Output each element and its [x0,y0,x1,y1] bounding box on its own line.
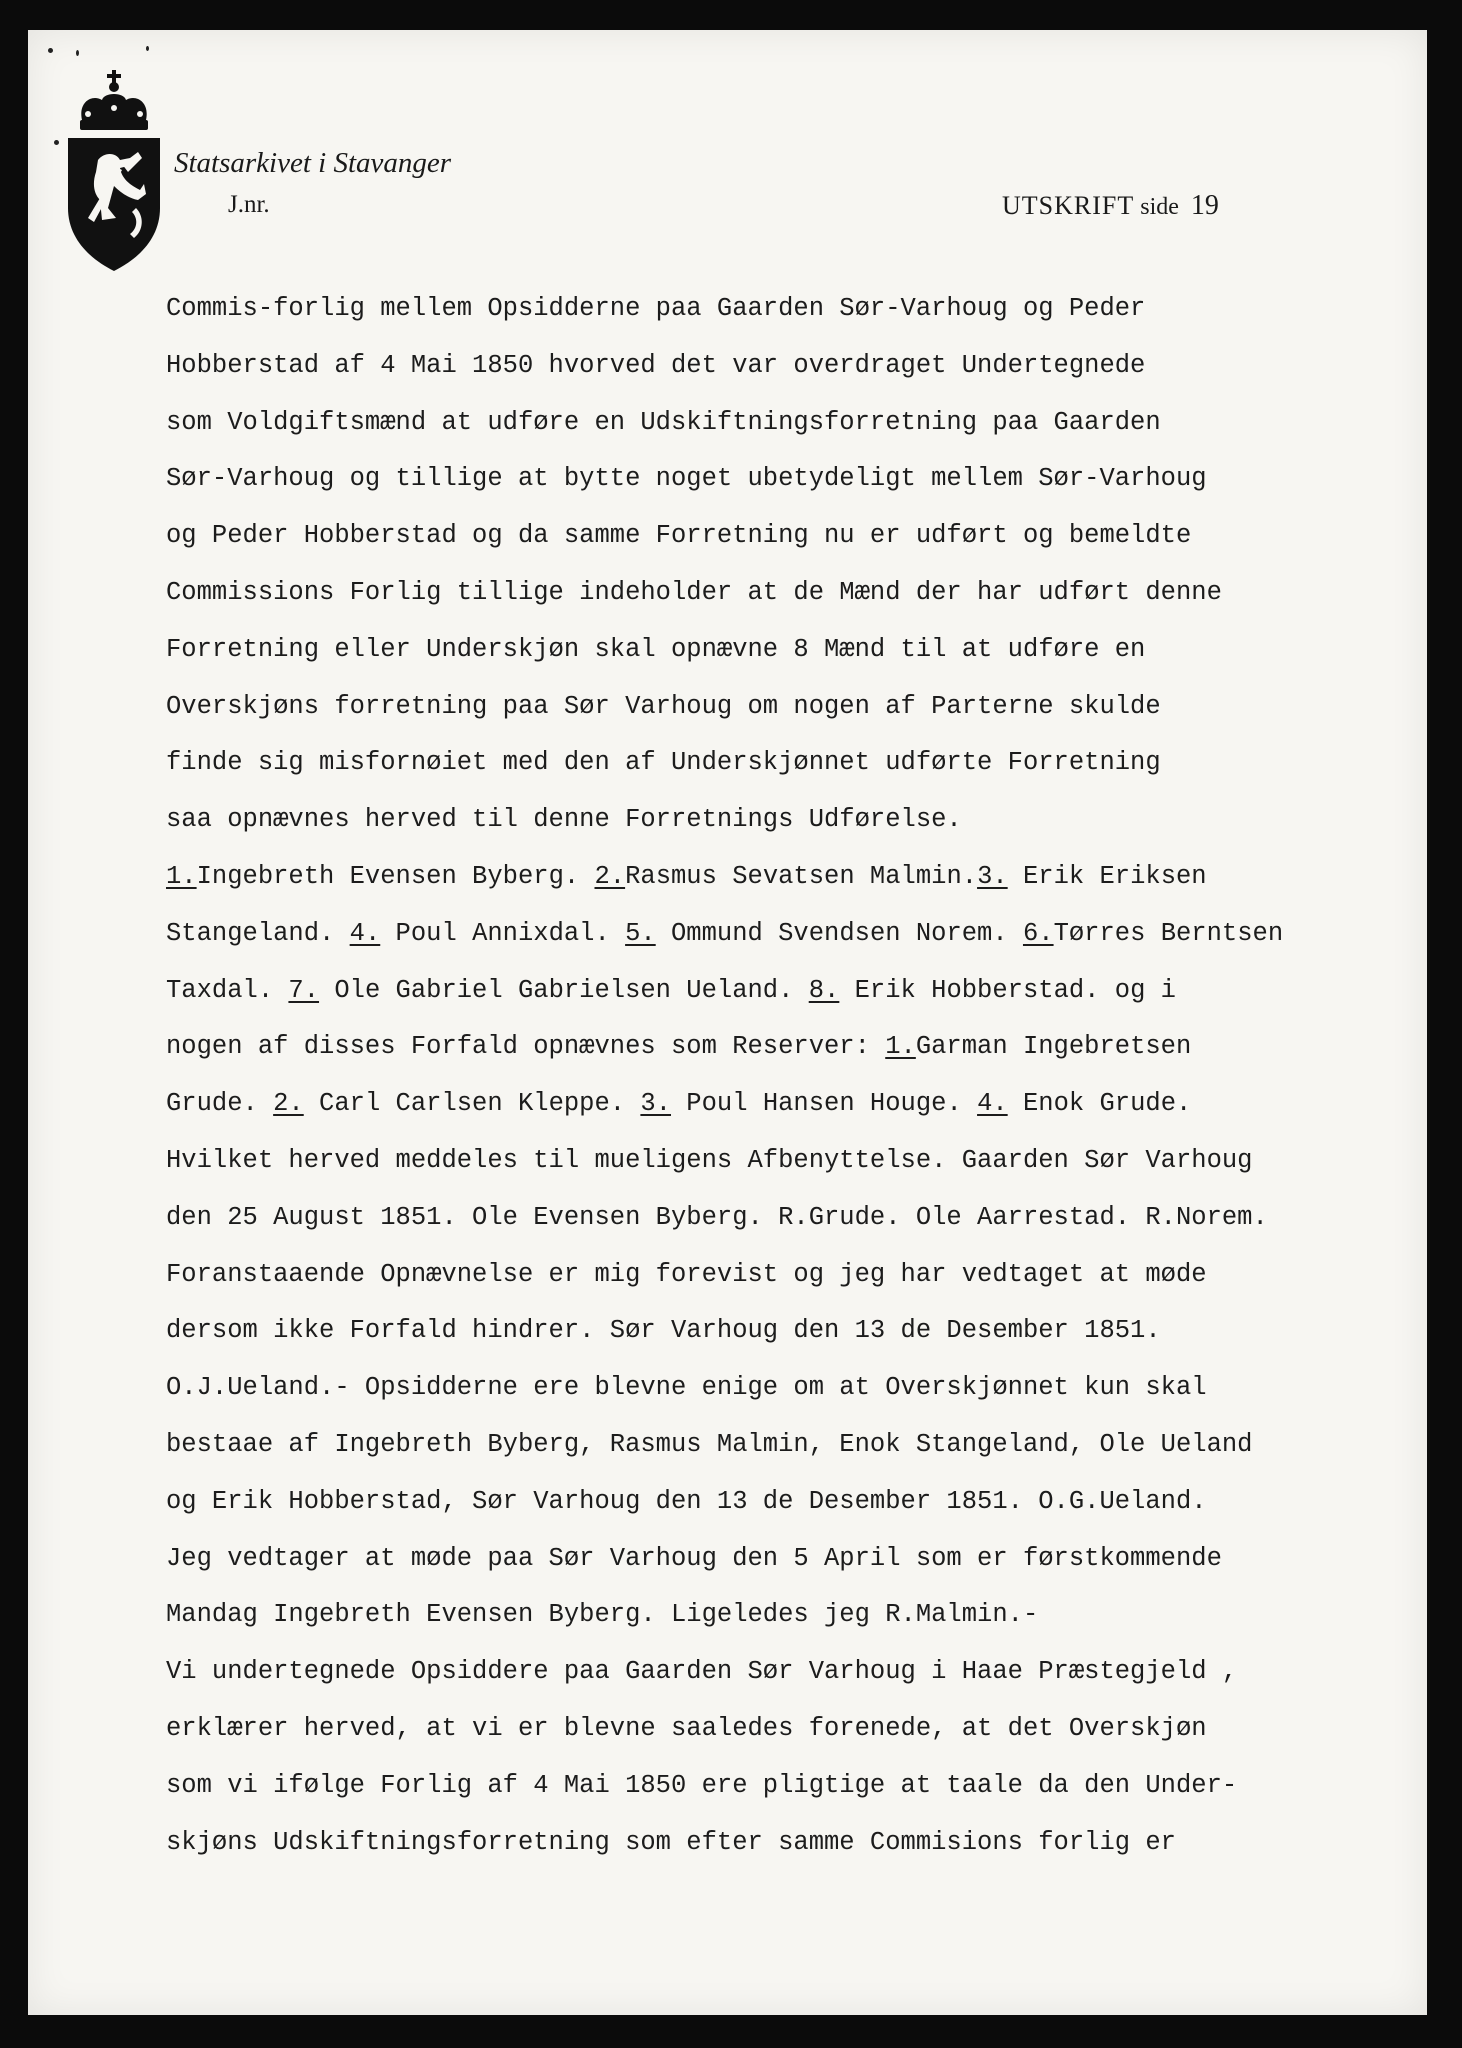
utskrift-label: UTSKRIFT [1002,191,1135,220]
text-segment: Poul Annixdal. [380,918,626,948]
enumeration-marker: 7. [288,975,320,1005]
text-segment: O.J.Ueland.- Opsidderne ere blevne enige om at Overskjønnet kun skal [166,1373,1207,1403]
text-segment: Ole Gabriel Gabrielsen Ueland. [319,975,809,1005]
transcript-body [166,291,1406,1881]
text-line [166,973,1406,1030]
page-header-utskrift [1002,190,1219,222]
journal-number-label: J.nr. [228,191,270,218]
text-segment: Hobberstad af 4 Mai 1850 hvorved det var overdraget Undertegnede [166,350,1146,380]
side-label: side [1140,194,1179,220]
text-segment: erklærer herved, at vi er blevne saaledes forenede, at det Overskjøn [166,1713,1207,1743]
text-segment: saa opnævnes herved til denne Forretnings Udførelse. [166,805,962,835]
archive-name: Statsarkivet i Stavanger [174,147,452,179]
enumeration-marker: 3. [640,1089,671,1119]
text-line [166,632,1406,689]
text-line [166,1257,1406,1314]
text-segment: Hvilket herved meddeles til mueligens Afbenyttelse. Gaarden Sør Varhoug [166,1145,1253,1175]
text-line [166,1541,1406,1598]
text-segment: Taxdal. [166,975,289,1005]
text-line [166,1484,1406,1541]
text-segment: Mandag Ingebreth Evensen Byberg. Ligeledes jeg R.Malmin.- [166,1600,1039,1630]
text-segment: Grude. [166,1089,274,1119]
text-line [166,1313,1406,1370]
text-segment: som Voldgiftsmænd at udføre en Udskiftningsforretning paa Gaarden [166,407,1161,437]
norwegian-coat-of-arms-icon [58,68,170,273]
text-line [166,859,1406,916]
page-number: 19 [1190,190,1219,221]
enumeration-marker: 6. [1022,918,1054,948]
text-segment: Forretning eller Underskjøn skal opnævne 8 Mænd til at udføre en [166,634,1146,664]
text-line [166,1200,1406,1257]
text-line [166,1427,1406,1484]
text-line [166,575,1406,632]
text-segment: Jeg vedtager at møde paa Sør Varhoug den 5 April som er førstkommende [166,1543,1222,1573]
text-segment: Rasmus Sevatsen Malmin. [625,861,978,891]
text-line [166,518,1406,575]
text-segment: Commis-forlig mellem Opsidderne paa Gaarden Sør-Varhoug og Peder [166,294,1146,323]
text-line [166,1711,1406,1768]
ink-speck [48,48,53,53]
text-line [166,745,1406,802]
enumeration-marker: 1. [166,861,197,891]
text-segment: Erik Hobberstad. og i [839,975,1176,1005]
text-segment: Tørres Berntsen [1053,918,1284,948]
ink-speck [76,50,79,56]
text-segment: og Peder Hobberstad og da samme Forretning nu er udført og bemeldte [166,521,1192,551]
text-segment: Ommund Svendsen Norem. [655,918,1023,948]
enumeration-marker: 4. [349,918,381,948]
text-segment: og Erik Hobberstad, Sør Varhoug den 13 de Desember 1851. O.G.Ueland. [166,1486,1207,1516]
enumeration-marker: 3. [977,861,1008,891]
text-segment: Erik Eriksen [1007,861,1207,891]
text-segment: den 25 August 1851. Ole Evensen Byberg. R.Grude. Ole Aarrestad. R.Norem. [166,1202,1268,1232]
text-line [166,405,1406,462]
text-line [166,1029,1406,1086]
text-segment: nogen af disses Forfald opnævnes som Reserver: [166,1032,886,1062]
enumeration-marker: 2. [273,1089,304,1119]
enumeration-marker: 4. [977,1089,1008,1119]
text-segment: Vi undertegnede Opsiddere paa Gaarden Sør Varhoug i Haae Præstegjeld , [166,1657,1238,1687]
text-segment: Garman Ingebretsen [915,1032,1192,1062]
text-line [166,689,1406,746]
text-line [166,348,1406,405]
text-segment: Carl Carlsen Kleppe. [303,1089,641,1119]
text-segment: Stangeland. [166,918,350,948]
ink-speck [146,46,149,51]
text-segment: dersom ikke Forfald hindrer. Sør Varhoug den 13 de Desember 1851. [166,1316,1161,1346]
enumeration-marker: 5. [625,918,656,948]
text-line [166,1086,1406,1143]
text-segment: finde sig misfornøiet med den af Underskjønnet udførte Forretning [166,748,1161,778]
text-segment: Foranstaaende Opnævnelse er mig forevist og jeg har vedtaget at møde [166,1259,1207,1289]
text-segment: Overskjøns forretning paa Sør Varhoug om nogen af Parterne skulde [166,691,1161,721]
enumeration-marker: 8. [808,975,840,1005]
text-segment: Enok Grude. [1007,1089,1192,1119]
text-line [166,1370,1406,1427]
text-line [166,916,1406,973]
text-segment: Poul Hansen Houge. [671,1089,978,1119]
text-line [166,802,1406,859]
enumeration-marker: 2. [594,861,626,891]
text-line [166,1597,1406,1654]
text-line [166,461,1406,518]
text-segment: Commissions Forlig tillige indeholder at de Mænd der har udført denne [166,577,1222,607]
text-line [166,1768,1406,1825]
text-segment: Sør-Varhoug og tillige at bytte noget ubetydeligt mellem Sør-Varhoug [166,464,1207,494]
text-segment: Ingebreth Evensen Byberg. [196,861,595,891]
enumeration-marker: 1. [885,1032,916,1062]
text-line [166,1654,1406,1711]
text-segment: bestaae af Ingebreth Byberg, Rasmus Malmin, Enok Stangeland, Ole Ueland [166,1429,1253,1459]
text-segment: som vi ifølge Forlig af 4 Mai 1850 ere pligtige at taale da den Under- [166,1770,1238,1800]
text-line [166,1825,1406,1882]
text-line [166,291,1406,348]
text-line [166,1143,1406,1200]
text-segment: skjøns Udskiftningsforretning som efter samme Commisions forlig er [166,1827,1176,1857]
